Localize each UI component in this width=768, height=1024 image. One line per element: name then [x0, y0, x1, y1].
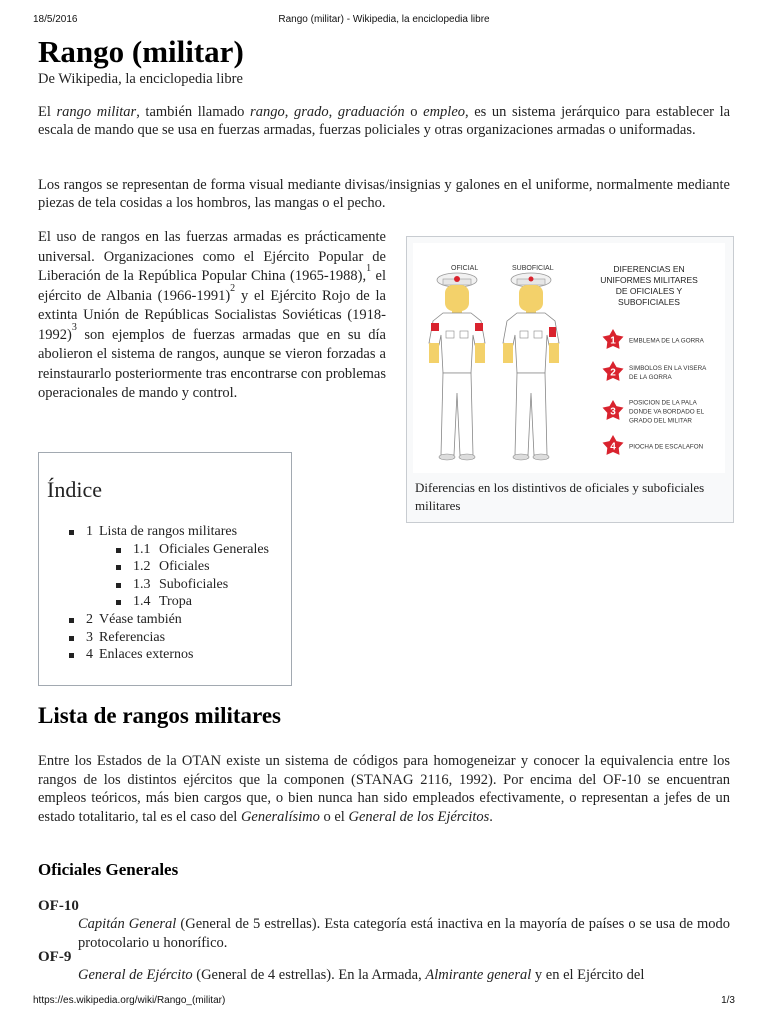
legend-item-number: 3 [610, 406, 616, 418]
toc-item[interactable] [39, 558, 291, 576]
legend-item-number: 1 [610, 335, 616, 347]
term-rango: rango [250, 104, 285, 120]
legend-item-text: PIOCHA DE ESCALAFON [629, 443, 704, 451]
link-generalisimo[interactable]: Generalísimo [240, 809, 320, 826]
link-almirante-general[interactable]: Almirante general [425, 967, 532, 983]
bullet-icon [69, 530, 74, 535]
toc-item-label[interactable]: Referencias [99, 629, 166, 645]
toc-item-label[interactable]: Suboficiales [159, 576, 229, 592]
figure-heading-line-2: UNIFORMES MILITARES [600, 275, 698, 285]
legend-item-text: SIMBOLOS EN LA VISERA [629, 365, 707, 372]
term-empleo: empleo [423, 104, 466, 120]
link-general-de-ejercito[interactable]: General de Ejército [78, 967, 193, 983]
toc-item-number: 3 [86, 629, 93, 645]
bullet-icon [69, 618, 74, 623]
print-date: 18/5/2016 [33, 14, 78, 25]
rank-description-of9: General de Ejército (General de 4 estrellas). En la Armada, Almirante general y en el Ejército del [78, 967, 645, 983]
officer-label: OFICIAL [451, 265, 479, 272]
term-graduacion: graduación [337, 104, 405, 120]
toc-item[interactable] [39, 611, 291, 629]
legend-item-text: POSICION DE LA PALA [629, 399, 697, 407]
toc-item[interactable] [39, 576, 291, 594]
uniform-illustration [413, 243, 725, 473]
legend-item-text: GRADO DEL MILITAR [629, 417, 692, 425]
toc-title: Índice [47, 477, 102, 502]
link-general-de-los-ejercitos[interactable]: General de los Ejércitos [348, 809, 490, 826]
officer-cap-emblem-icon [454, 276, 460, 282]
print-page-title: Rango (militar) - Wikipedia, la enciclopedia libre [278, 14, 490, 25]
toc-item-number: 1.2 [133, 559, 151, 575]
bullet-icon [116, 548, 121, 553]
bullet-icon [116, 565, 121, 570]
term-rango-militar: rango militar [56, 104, 137, 120]
toc-item-number: 4 [86, 647, 93, 663]
toc-item-label[interactable]: Oficiales [159, 559, 210, 575]
toc-item[interactable] [39, 629, 291, 647]
toc-list [39, 523, 291, 664]
bullet-icon [116, 600, 121, 605]
bullet-icon [69, 636, 74, 641]
toc-item[interactable] [39, 593, 291, 611]
print-page-counter: 1/3 [721, 995, 735, 1006]
toc-item-label[interactable]: Oficiales Generales [159, 541, 269, 557]
article-title: Rango (militar) [38, 34, 244, 69]
legend-item-number: 2 [610, 367, 616, 379]
toc-item[interactable] [39, 646, 291, 664]
figure-heading-line-1: DIFERENCIAS EN [613, 264, 685, 274]
legend-item-text: DONDE VA BORDADO EL [629, 408, 705, 416]
reference-link-3[interactable]: 3 [71, 321, 77, 333]
toc-item-number: 1.4 [133, 594, 151, 610]
toc-item[interactable] [39, 541, 291, 559]
toc-item-label[interactable]: Enlaces externos [99, 647, 194, 663]
legend-item-number: 4 [610, 441, 616, 453]
figure-caption: Diferencias en los distintivos de oficiales y suboficiales militares [415, 480, 705, 513]
table-of-contents [38, 452, 292, 686]
nco-sleeve-insignia-icon [549, 327, 556, 337]
legend-item-text: DE LA GORRA [629, 374, 672, 381]
link-capitan-general[interactable]: Capitán General [78, 916, 177, 932]
toc-item-label[interactable]: Lista de rangos militares [99, 524, 238, 539]
toc-item-label[interactable]: Véase también [99, 611, 182, 627]
article-subtitle: De Wikipedia, la enciclopedia libre [38, 71, 243, 87]
toc-item-label[interactable]: Tropa [159, 594, 192, 610]
term-grado: grado [293, 104, 329, 120]
rank-description-of10: Capitán General (General de 5 estrellas). Esta categoría está inactiva en la mayoría de países o se usa de modo protocolario u honorífico. [78, 916, 730, 951]
intro-paragraph-3: El uso de rangos en las fuerzas armadas es prácticamente universal. Organizaciones como el Ejército Popular de Liberación de la República Popular China (1965-1988),$^1$ el ejército de Albania (1966-1991)$^2$ y el Ejército Rojo de la extinta Unión de Repúblicas Socialistas Soviéticas (1918-1992)$^3$ son ejemplos de fuerzas armadas que en su día abolieron el sistema de rangos, aunque se vieron forzadas a reinstaurarlo posteriormente tras encontrarse con problemas operacionales de mando y control. [38, 229, 386, 401]
uniform-differences-figure [406, 236, 734, 523]
rank-code-of10: OF-10 [38, 898, 79, 914]
legend-item-text: EMBLEMA DE LA GORRA [629, 337, 704, 345]
print-url: https://es.wikipedia.org/wiki/Rango_(militar) [33, 995, 226, 1006]
toc-item-number: 1.1 [133, 541, 151, 557]
toc-item-number: 2 [86, 611, 93, 627]
reference-link-2[interactable]: 2 [230, 282, 236, 294]
officer-figure [429, 273, 485, 460]
figure-heading-line-4: SUBOFICIALES [618, 297, 680, 307]
uniform-differences-image[interactable] [413, 243, 725, 473]
toc-item-number: 1.3 [133, 576, 151, 592]
intro-paragraph-1: El rango militar, también llamado rango, grado, graduación o empleo, es un sistema jerárquico para establecer la escala de mando que se usa en fuerzas armadas, fuerzas policiales y otras organizaciones armadas o uniformadas. [38, 104, 731, 139]
figure-heading-line-3: DE OFICIALES Y [615, 286, 683, 296]
nco-figure [503, 273, 559, 460]
section-1-paragraph: Entre los Estados de la OTAN existe un sistema de códigos para homogeneizar y conocer la equivalencia entre los rangos de los distintos ejércitos que la componen (STANAG 2116, 1992). Por encima del OF-10 se encuentran empleos teóricos, más bien cargos que, o bien nunca han sido empleados efectivamente, o representan a jefes de un estado totalitario, tal es el caso del Generalísimo o el General de los Ejércitos. [38, 753, 730, 826]
subsection-heading-oficiales-generales: Oficiales Generales [38, 860, 179, 879]
bullet-icon [69, 653, 74, 658]
bullet-icon [116, 583, 121, 588]
section-heading-lista-rangos: Lista de rangos militares [38, 703, 281, 728]
nco-cap-emblem-icon [529, 277, 534, 282]
officer-shoulder-board-icon [431, 323, 439, 331]
intro-paragraph-2: Los rangos se representan de forma visual mediante divisas/insignias y galones en el uniforme, normalmente mediante piezas de tela cosidas a los hombros, las mangas o el pecho. [38, 177, 730, 212]
reference-link-1[interactable]: 1 [366, 263, 372, 274]
rank-code-of9: OF-9 [38, 949, 72, 965]
nco-label: SUBOFICIAL [512, 265, 554, 272]
toc-item-number: 1 [86, 524, 93, 539]
toc-item[interactable] [39, 523, 291, 541]
